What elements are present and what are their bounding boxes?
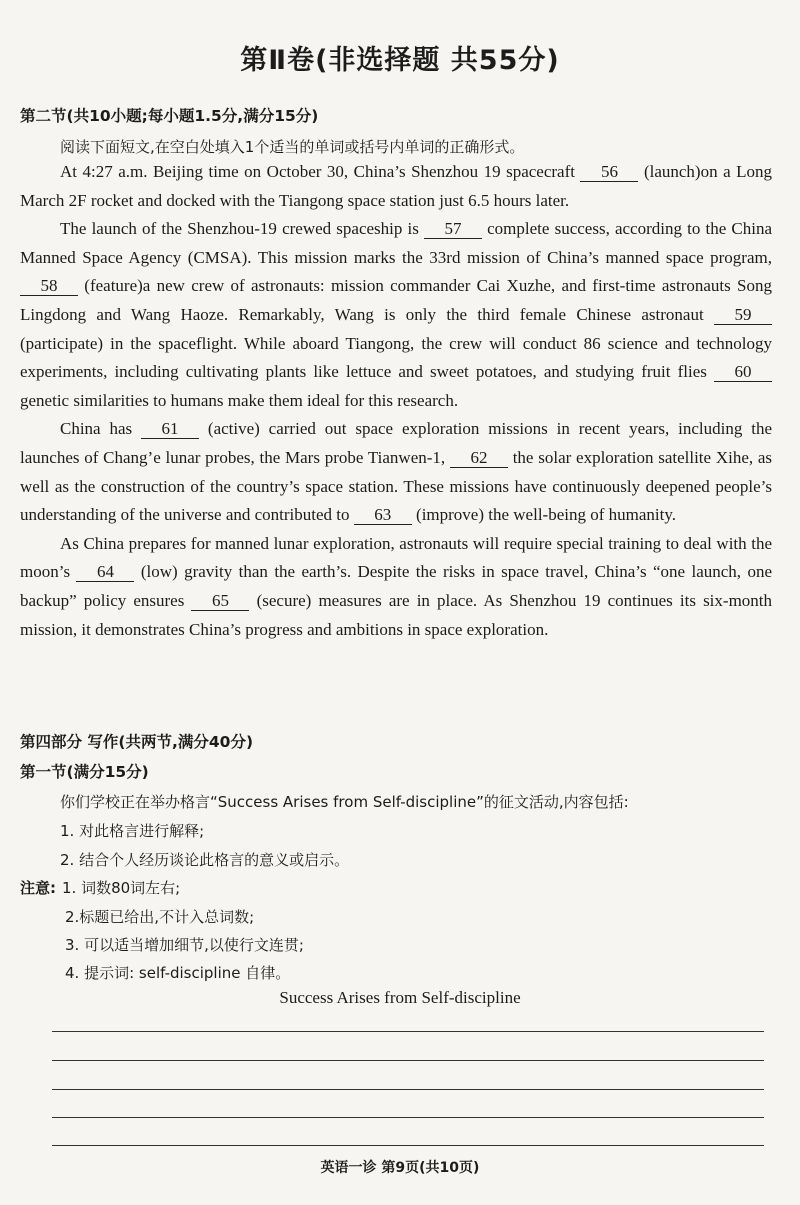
blank-64[interactable]: 64: [76, 562, 134, 582]
p3-text-a: China has: [60, 419, 133, 439]
note-4: 4. 提示词: self-discipline 自律。: [65, 964, 291, 982]
page-footer: 英语一诊 第9页(共10页): [320, 1160, 480, 1176]
part4-heading: 第四部分 写作(共两节,满分40分): [20, 733, 254, 751]
writing-prompt: 你们学校正在举办格言“Success Arises from Self-discipline”的征文活动,内容包括:: [60, 793, 629, 811]
p4-text-a: As China prepares for manned lunar exploration, astronauts will require special training to deal with the moon’s: [20, 533, 772, 582]
part4-section1-heading: 第一节(满分15分): [20, 763, 149, 781]
p3-text-c: the solar exploration satellite Xihe, as well as the construction of the country’s space station. These missions have continuously deepened people’s understanding of the universe and contributed to: [20, 447, 773, 525]
blank-59[interactable]: 59: [714, 305, 772, 325]
blank-60[interactable]: 60: [714, 362, 772, 382]
writing-line[interactable]: [52, 1031, 764, 1032]
note-label: 注意:: [20, 879, 56, 897]
blank-62[interactable]: 62: [450, 448, 508, 468]
writing-line[interactable]: [52, 1089, 764, 1090]
blank-61[interactable]: 61: [141, 419, 199, 439]
p2-text-a: The launch of the Shenzhou-19 crewed spaceship is: [60, 219, 419, 239]
p3-text-b: (active) carried out space exploration missions in recent years, including the launches of Chang’e lunar probes, the Mars probe Tianwen-1,: [20, 419, 772, 467]
blank-56[interactable]: 56: [580, 162, 638, 182]
p2-text-d: (feature)a new crew of astronauts: mission commander Cai Xuzhe, and first-time astronauts Song Lingdong and Wang Haoze. Remarkably, Wang is only the third female Chinese astronaut: [20, 276, 773, 324]
p2-text-f: genetic similarities to humans make them ideal for this research.: [20, 390, 459, 410]
passage-paragraph-4: [20, 530, 772, 644]
p2-text-c: complete success, according to the China Manned Space Agency (CMSA). This mission marks the 33rd mission of China’s manned space program,: [20, 219, 772, 267]
prompt-item-2: 2. 结合个人经历谈论此格言的意义或启示。: [60, 851, 350, 869]
writing-line[interactable]: [52, 1060, 764, 1061]
passage-paragraph-2: [20, 215, 772, 415]
cloze-passage: [20, 158, 772, 644]
blank-65[interactable]: 65: [191, 591, 249, 611]
writing-line[interactable]: [52, 1145, 764, 1146]
note-1: 1. 词数80词左右;: [62, 879, 181, 897]
p1-text-c: (launch)on a Long March 2F rocket and docked with the Tiangong space station just 6.5 hours later.: [20, 162, 772, 210]
passage-paragraph-1: [20, 158, 772, 215]
blank-58[interactable]: 58: [20, 276, 78, 296]
prompt-item-1: 1. 对此格言进行解释;: [60, 822, 205, 840]
p4-text-c: (secure) measures are in place. As Shenzhou 19 continues its six-month mission, it demonstrates China’s progress and ambitions in space exploration.: [20, 590, 773, 639]
section2-heading: 第二节(共10小题;每小题1.5分,满分15分): [20, 107, 319, 125]
blank-63[interactable]: 63: [354, 505, 412, 525]
section2-instruction: 阅读下面短文,在空白处填入1个适当的单词或括号内单词的正确形式。: [60, 138, 525, 156]
note-3: 3. 可以适当增加细节,以使行文连贯;: [65, 936, 304, 954]
p1-text-a: At 4:27 a.m. Beijing time on October 30, China’s Shenzhou 19 spacecraft: [60, 162, 575, 181]
p2-text-e: (participate) in the spaceflight. While aboard Tiangong, the crew will conduct 86 science and technology experiments, including cultivating plants like lettuce and sweet potatoes, and studying fruit flies: [20, 333, 772, 382]
passage-paragraph-3: [20, 415, 772, 529]
p3-text-d: (improve) the well-being of humanity.: [416, 505, 676, 525]
page-title: 第Ⅱ卷(非选择题 共55分): [240, 45, 560, 76]
p4-text-b: (low) gravity than the earth’s. Despite the risks in space travel, China’s “one launch, one backup” policy ensures: [20, 562, 772, 610]
writing-line[interactable]: [52, 1117, 764, 1118]
blank-57[interactable]: 57: [424, 219, 482, 239]
essay-title: Success Arises from Self-discipline: [279, 988, 521, 1007]
note-2: 2.标题已给出,不计入总词数;: [65, 908, 255, 926]
